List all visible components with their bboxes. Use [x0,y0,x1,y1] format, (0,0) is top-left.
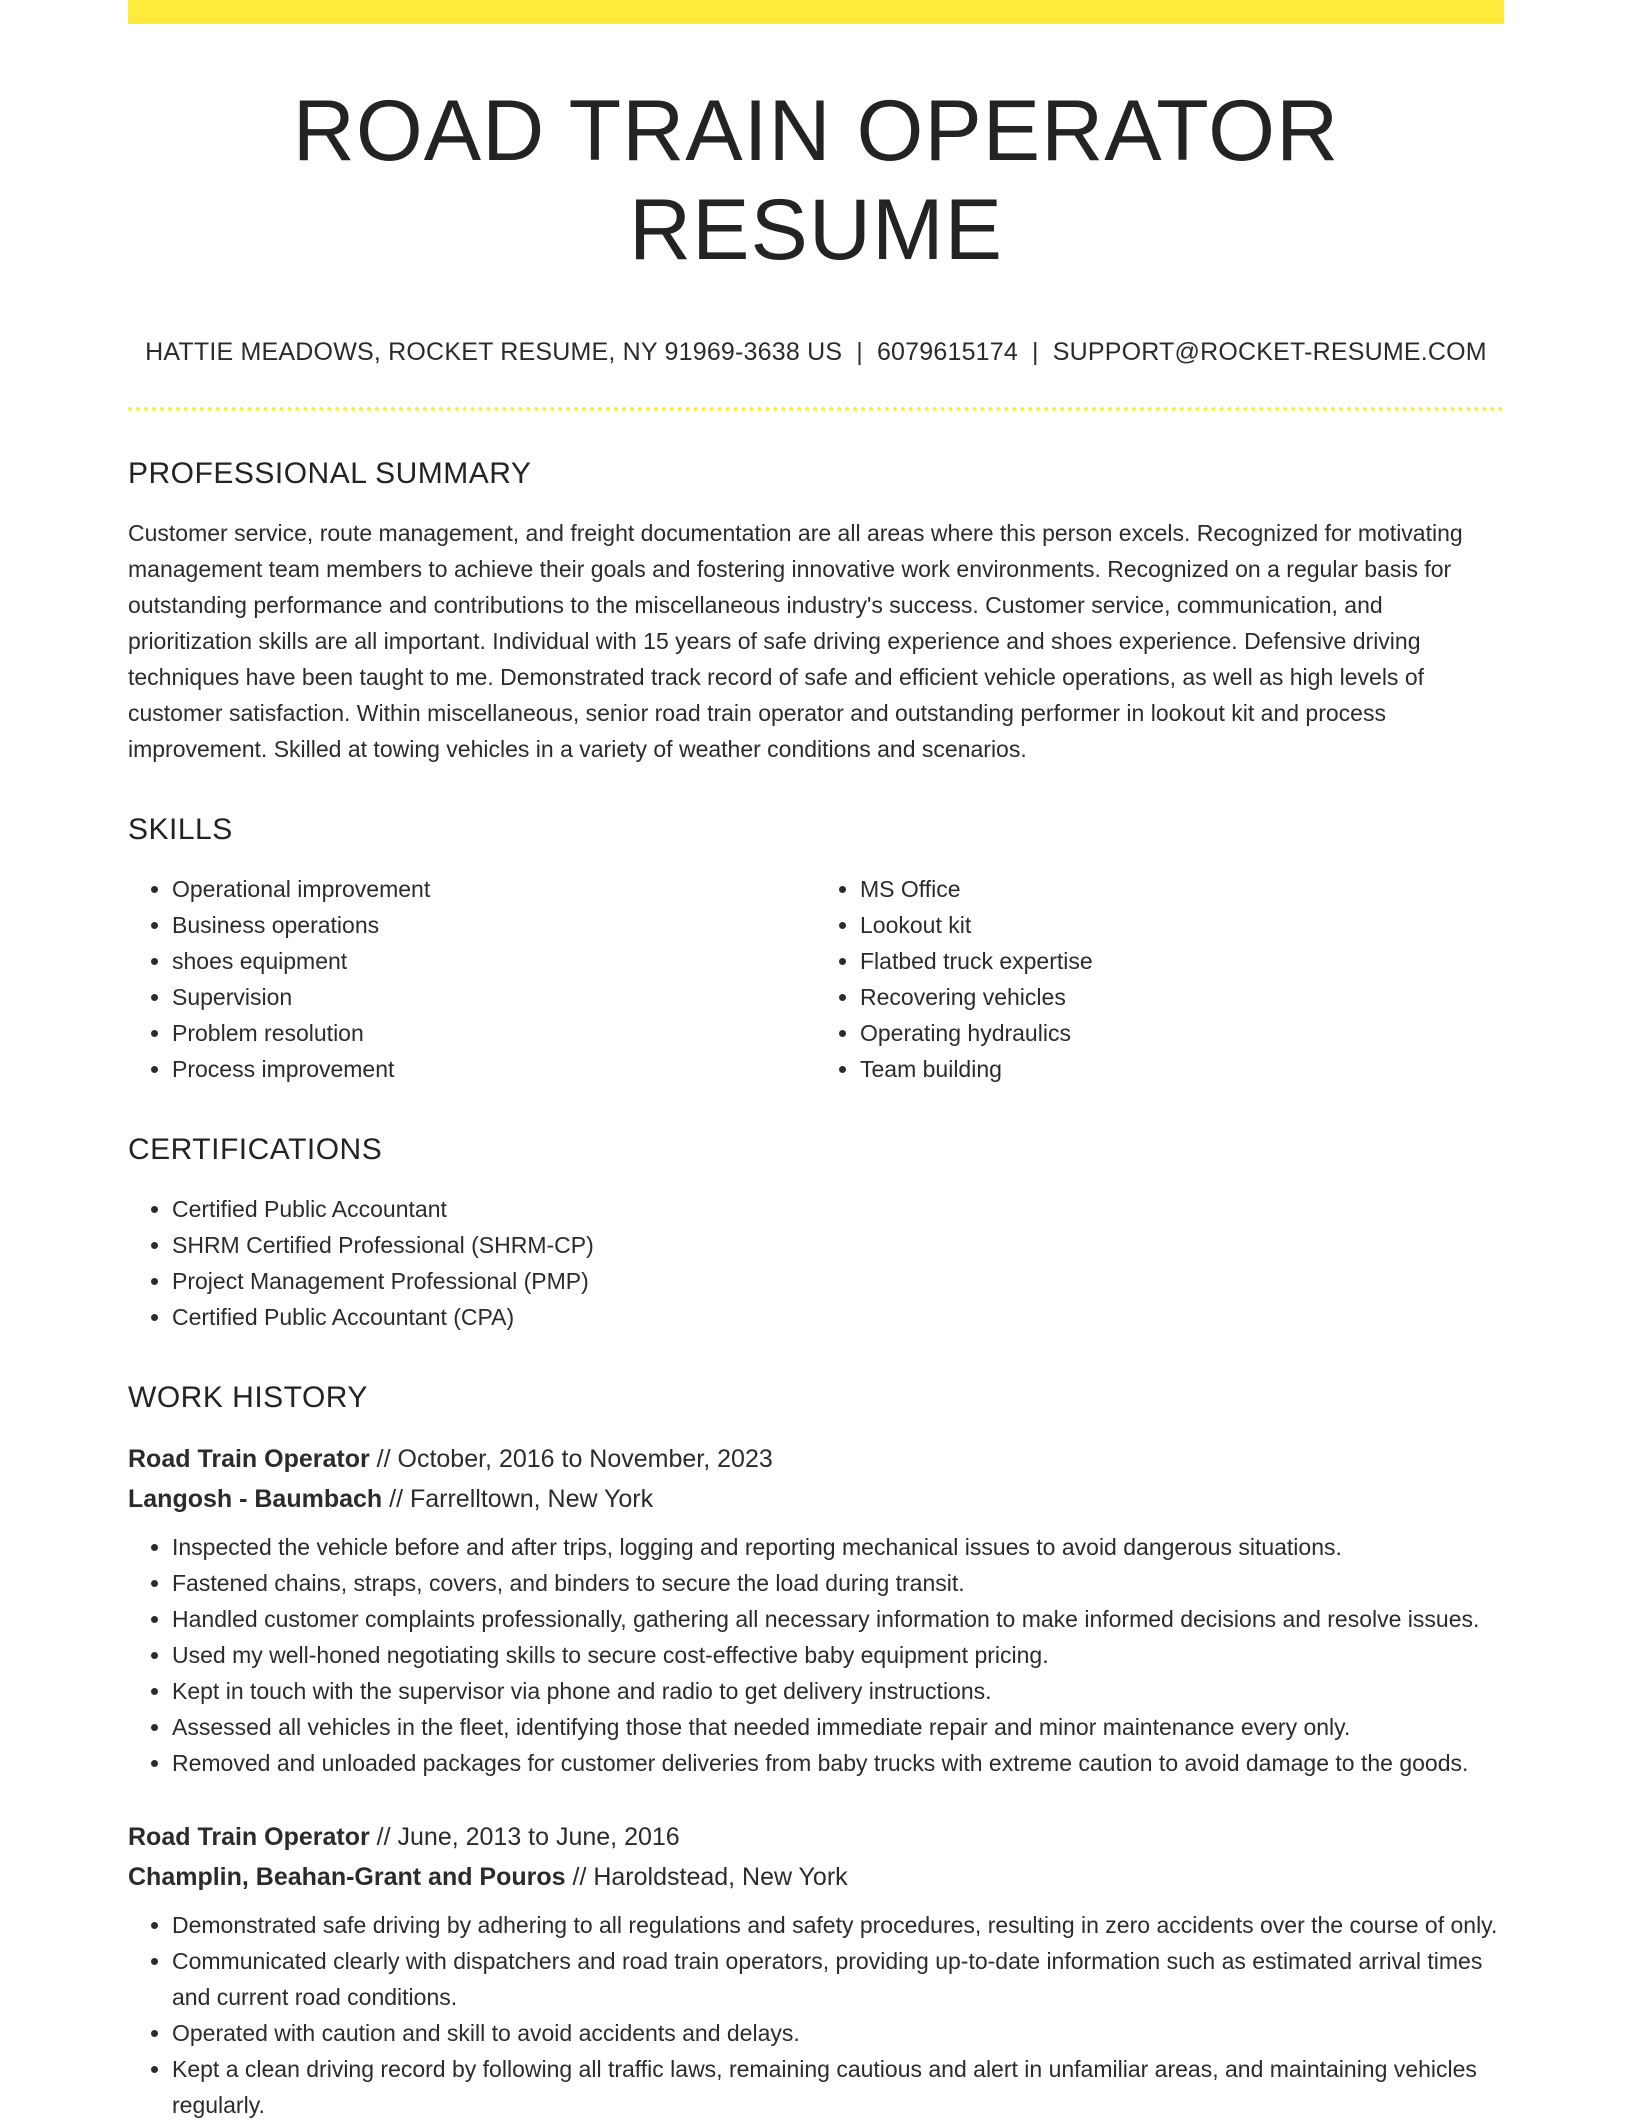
job-bullet: • Inspected the vehicle before and after trips, logging and reporting mechanical issues to avoid dangerous situations. [172,1529,1504,1565]
job-entry [128,1817,1504,2123]
job-bullet: • Communicated clearly with dispatchers and road train operators, providing up-to-date information such as estimated arrival times and current road conditions. [172,1943,1504,2015]
job-company: Champlin, Beahan-Grant and Pouros [128,1862,566,1891]
summary-heading: PROFESSIONAL SUMMARY [128,456,532,490]
job-title-line [128,1439,1504,1479]
contact-address: HATTIE MEADOWS, ROCKET RESUME, NY 91969-3638 US [145,337,843,366]
skill-item: • MS Office [860,871,1504,907]
job-company-line [128,1857,1504,1897]
job-dates: // October, 2016 to November, 2023 [376,1444,773,1473]
certification-item: • Certified Public Accountant (CPA) [172,1299,1504,1335]
job-bullet: • Removed and unloaded packages for customer deliveries from baby trucks with extreme caution to avoid damage to the goods. [172,1745,1504,1781]
skill-item: • Process improvement [172,1051,816,1087]
skill-item: • Operational improvement [172,871,816,907]
resume-title: ROAD TRAIN OPERATOR RESUME [292,83,1340,278]
job-bullet: • Kept a clean driving record by following all traffic laws, remaining cautious and alert in unfamiliar areas, and maintaining vehicles regularly. [172,2051,1504,2123]
skill-item: • Flatbed truck expertise [860,943,1504,979]
certification-item: • Certified Public Accountant [172,1191,1504,1227]
skill-item: • shoes equipment [172,943,816,979]
job-entry [128,1439,1504,1781]
contact-phone: 6079615174 [876,337,1018,366]
certification-item: • Project Management Professional (PMP) [172,1263,1504,1299]
contact-separator: | [856,337,863,366]
summary-text: Customer service, route management, and freight documentation are all areas where this person excels. Recognized for motivating management team members to achieve their goals and fostering innovative work environments. Recognized on a regular basis for outstanding performance and contributions to the miscellaneous industry's success. Customer service, communication, and prioritization skills are all important. Individual with 15 years of safe driving experience and shoes experience. Defensive driving techniques have been taught to me. Demonstrated track record of safe and efficient vehicle operations, as well as high levels of customer satisfaction. Within miscellaneous, senior road train operator and outstanding performer in lookout kit and process improvement. Skilled at towing vehicles in a variety of weather conditions and scenarios. [128,519,1463,762]
summary-section [128,457,1504,767]
job-bullet: • Kept in touch with the supervisor via phone and radio to get delivery instructions. [172,1673,1504,1709]
certifications-list [128,1191,1504,1335]
job-location: // Haroldstead, New York [572,1862,848,1891]
certifications-section [128,1133,1504,1335]
job-bullet: • Assessed all vehicles in the fleet, identifying those that needed immediate repair and minor maintenance every only. [172,1709,1504,1745]
job-title-line [128,1817,1504,1857]
work-history-heading: WORK HISTORY [128,1380,368,1414]
skills-section [128,813,1504,1087]
job-title: Road Train Operator [128,1822,370,1851]
contact-line [128,338,1504,367]
job-title: Road Train Operator [128,1444,370,1473]
top-accent-bar [128,0,1504,24]
skills-columns [128,871,1504,1087]
dotted-divider [128,407,1504,411]
skills-list-right [816,871,1504,1087]
job-location: // Farrelltown, New York [389,1484,654,1513]
job-bullet: • Operated with caution and skill to avoid accidents and delays. [172,2015,1504,2051]
job-bullet: • Handled customer complaints professionally, gathering all necessary information to make informed decisions and resolve issues. [172,1601,1504,1637]
job-bullet: • Fastened chains, straps, covers, and binders to secure the load during transit. [172,1565,1504,1601]
job-bullets [128,1529,1504,1781]
skill-item: • Supervision [172,979,816,1015]
job-bullet: • Demonstrated safe driving by adhering to all regulations and safety procedures, resulting in zero accidents over the course of only. [172,1907,1504,1943]
job-bullets [128,1907,1504,2123]
job-dates: // June, 2013 to June, 2016 [376,1822,680,1851]
skill-item: • Lookout kit [860,907,1504,943]
contact-separator: | [1032,337,1039,366]
skill-item: • Business operations [172,907,816,943]
resume-page [128,0,1504,2123]
skill-item: • Problem resolution [172,1015,816,1051]
skills-list-left [128,871,816,1087]
skill-item: • Operating hydraulics [860,1015,1504,1051]
contact-email: SUPPORT@ROCKET-RESUME.COM [1052,337,1487,366]
job-company: Langosh - Baumbach [128,1484,383,1513]
job-company-line [128,1479,1504,1519]
job-bullet: • Used my well-honed negotiating skills to secure cost-effective baby equipment pricing. [172,1637,1504,1673]
work-history-section [128,1381,1504,2123]
skill-item: • Recovering vehicles [860,979,1504,1015]
certifications-heading: CERTIFICATIONS [128,1132,383,1166]
skill-item: • Team building [860,1051,1504,1087]
skills-heading: SKILLS [128,812,233,846]
certification-item: • SHRM Certified Professional (SHRM-CP) [172,1227,1504,1263]
